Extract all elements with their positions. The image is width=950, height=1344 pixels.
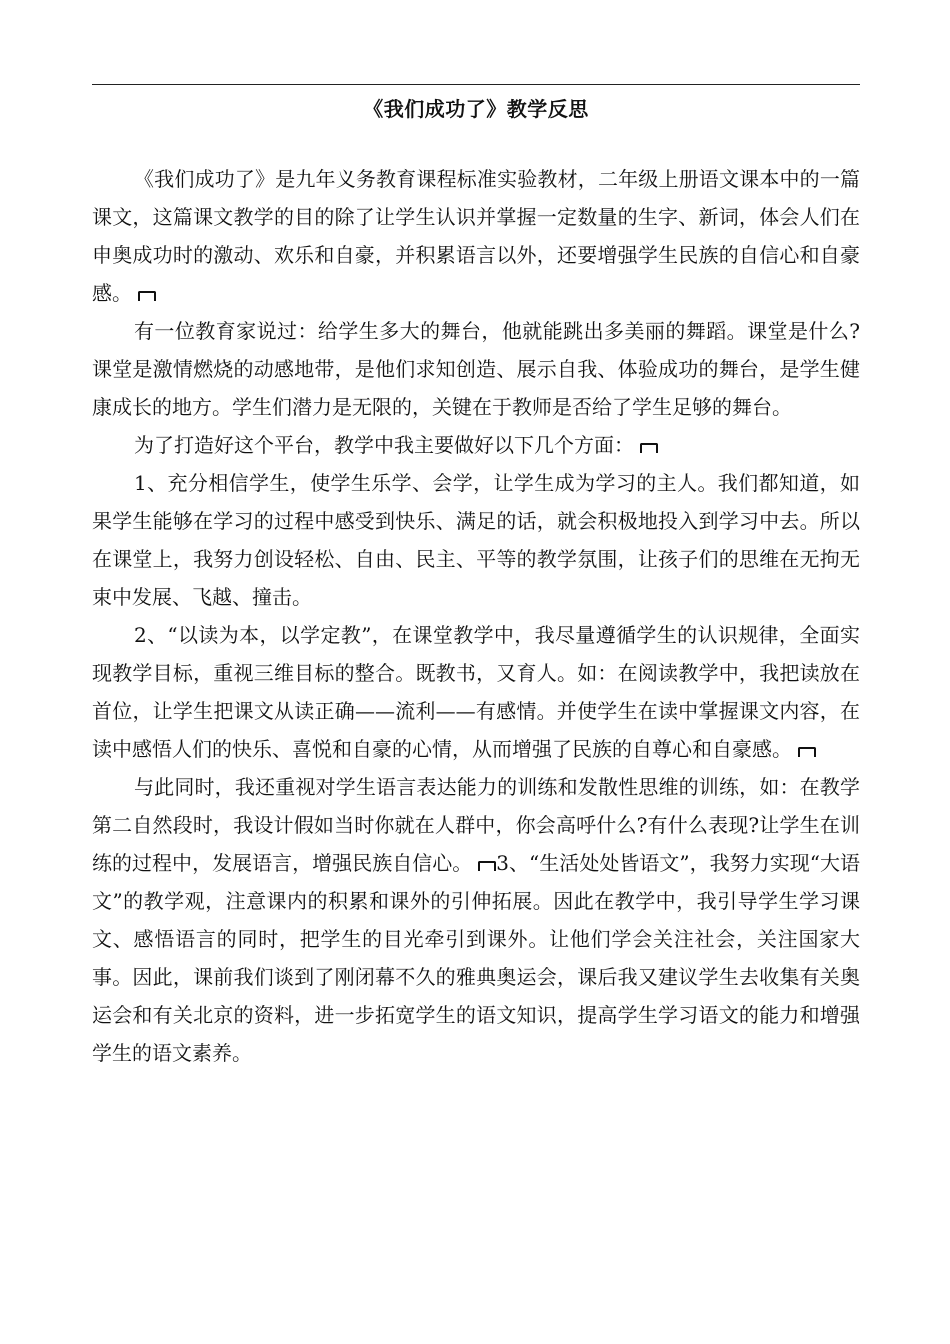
- document-title: 《我们成功了》教学反思: [363, 97, 589, 121]
- paragraph-text: 为了打造好这个平台，教学中我主要做好以下几个方面：: [134, 433, 634, 457]
- paragraph-mark-icon: [640, 443, 658, 453]
- paragraph-text: 与此同时，我还重视对学生语言表达能力的训练和发散性思维的训练，如：在教学第二自然段时，我设计假如当时你就在人群中，你会高呼什么?有什么表现?让学生在训练的过程中，发展语言，增强民族自信心。: [92, 775, 860, 875]
- paragraph-mark-icon: [138, 291, 156, 301]
- paragraph-mark-icon: [798, 747, 816, 757]
- paragraph-4: [92, 464, 860, 616]
- document-body: [92, 160, 860, 1072]
- paragraph-5: [92, 616, 860, 768]
- paragraph-text-continued: 3、“生活处处皆语文”，我努力实现“大语文”的教学观，注意课内的积累和课外的引伸拓展。因此在教学中，我引导学生学习课文、感悟语言的同时，把学生的目光牵引到课外。让他们学会关注社会，关注国家大事。因此，课前我们谈到了刚闭幕不久的雅典奥运会，课后我又建议学生去收集有关奥运会和有关北京的资料，进一步拓宽学生的语文知识，提高学生学习语文的能力和增强学生的语文素养。: [92, 851, 860, 1065]
- paragraph-text: 1、充分相信学生，使学生乐学、会学，让学生成为学习的主人。我们都知道，如果学生能够在学习的过程中感受到快乐、满足的话，就会积极地投入到学习中去。所以在课堂上，我努力创设轻松、自由、民主、平等的教学氛围，让孩子们的思维在无拘无束中发展、飞越、撞击。: [92, 471, 860, 609]
- paragraph-3: [92, 426, 860, 464]
- paragraph-6: [92, 768, 860, 1072]
- paragraph-text: 有一位教育家说过：给学生多大的舞台，他就能跳出多美丽的舞蹈。课堂是什么?课堂是激情燃烧的动感地带，是他们求知创造、展示自我、体验成功的舞台，是学生健康成长的地方。学生们潜力是无限的，关键在于教师是否给了学生足够的舞台。: [92, 319, 860, 419]
- paragraph-1: [92, 160, 860, 312]
- paragraph-text: 2、“以读为本，以学定教”，在课堂教学中，我尽量遵循学生的认识规律，全面实现教学目标，重视三维目标的整合。既教书，又育人。如：在阅读教学中，我把读放在首位，让学生把课文从读正确——流利——有感情。并使学生在读中掌握课文内容，在读中感悟人们的快乐、喜悦和自豪的心情，从而增强了民族的自尊心和自豪感。: [92, 623, 860, 761]
- header-rule: [92, 84, 860, 85]
- paragraph-mark-icon: [478, 861, 496, 871]
- paragraph-2: [92, 312, 860, 426]
- paragraph-text: 《我们成功了》是九年义务教育课程标准实验教材，二年级上册语文课本中的一篇课文，这篇课文教学的目的除了让学生认识并掌握一定数量的生字、新词，体会人们在申奥成功时的激动、欢乐和自豪，并积累语言以外，还要增强学生民族的自信心和自豪感。: [92, 167, 860, 305]
